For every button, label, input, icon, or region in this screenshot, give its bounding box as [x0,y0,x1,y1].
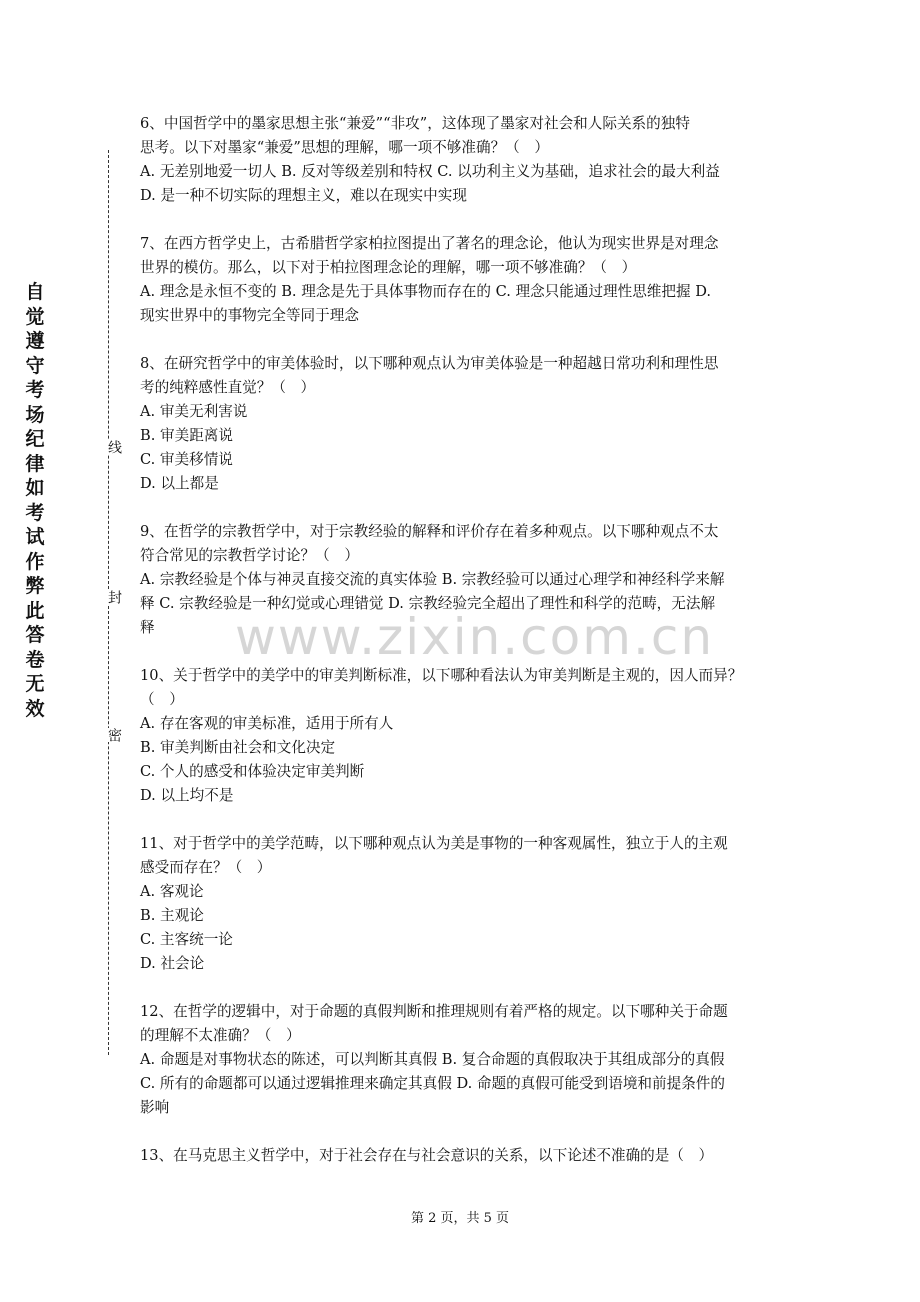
seal-label-seal: 封 [106,590,122,604]
seal-label-secret: 密 [106,728,122,742]
page-number: 第 2 页，共 5 页 [410,1211,510,1226]
question-13: 13、在马克思主义哲学中，对于社会存在与社会意识的关系，以下论述不准确的是（ ） [140,1147,714,1164]
question-8: 8、在研究哲学中的审美体验时，以下哪种观点认为审美体验是一种超越日常功利和理性思 考的纯粹感性直觉？（ ） A. 审美无利害说 B. 审美距离说 C. 审美移情说 D. 以上都是 [140,355,719,492]
question-11: 11、对于哲学中的美学范畴，以下哪种观点认为美是事物的一种客观属性，独立于人的主观 感受而存在？（ ） A. 客观论 B. 主观论 C. 主客统一论 D. 社会论 [140,835,728,972]
question-9: 9、在哲学的宗教哲学中，对于宗教经验的解释和评价存在着多种观点。以下哪种观点不太 符合常见的宗教哲学讨论？（ ） A. 宗教经验是个体与神灵直接交流的真实体验 B. 宗教经验可以通过心理学和神经科学来解 释 C. 宗教经验是一种幻觉或心理错觉 D. 宗教经验完全超出了理性和科学的范畴，无法解 释 [140,523,725,636]
question-10: 10、关于哲学中的美学中的审美判断标准，以下哪种看法认为审美判断是主观的，因人而异？ （ ） A. 存在客观的审美标准，适用于所有人 B. 审美判断由社会和文化决定 C. 个人的感受和体验决定审美判断 D. 以上均不是 [140,667,743,804]
question-6: 6、中国哲学中的墨家思想主张“兼爱”“非攻”，这体现了墨家对社会和人际关系的独特 思考。以下对墨家“兼爱”思想的理解，哪一项不够准确？（ ） A. 无差别地爱一切人 B. 反对等级差别和特权 C. 以功利主义为基础，追求社会的最大利益 D. 是一种不切实际的理想主义，难以在现实中实现 [140,115,720,204]
seal-label-line: 线 [106,440,122,454]
watermark: www.zixin.com.cn [235,608,715,666]
question-7: 7、在西方哲学史上，古希腊哲学家柏拉图提出了著名的理念论，他认为现实世界是对理念 世界的模仿。那么，以下对于柏拉图理念论的理解，哪一项不够准确？（ ） A. 理念是永恒不变的 B. 理念是先于具体事物而存在的 C. 理念只能通过理性思维把握 D. 现实世界中的事物完全等同于理念 [140,235,719,324]
exam-discipline-note: 自 觉 遵 守 考 场 纪 律 如 考 试 作 弊 此 答 卷 无 效 [25,281,45,720]
question-list [140,112,790,1192]
question-12: 12、在哲学的逻辑中，对于命题的真假判断和推理规则有着严格的规定。以下哪种关于命题 的理解不太准确？（ ） A. 命题是对事物状态的陈述，可以判断其真假 B. 复合命题的真假取决于其组成部分的真假 C. 所有的命题都可以通过逻辑推理来确定其真假 D. 命题的真假可能受到语境和前提条件的 影响 [140,1003,728,1116]
